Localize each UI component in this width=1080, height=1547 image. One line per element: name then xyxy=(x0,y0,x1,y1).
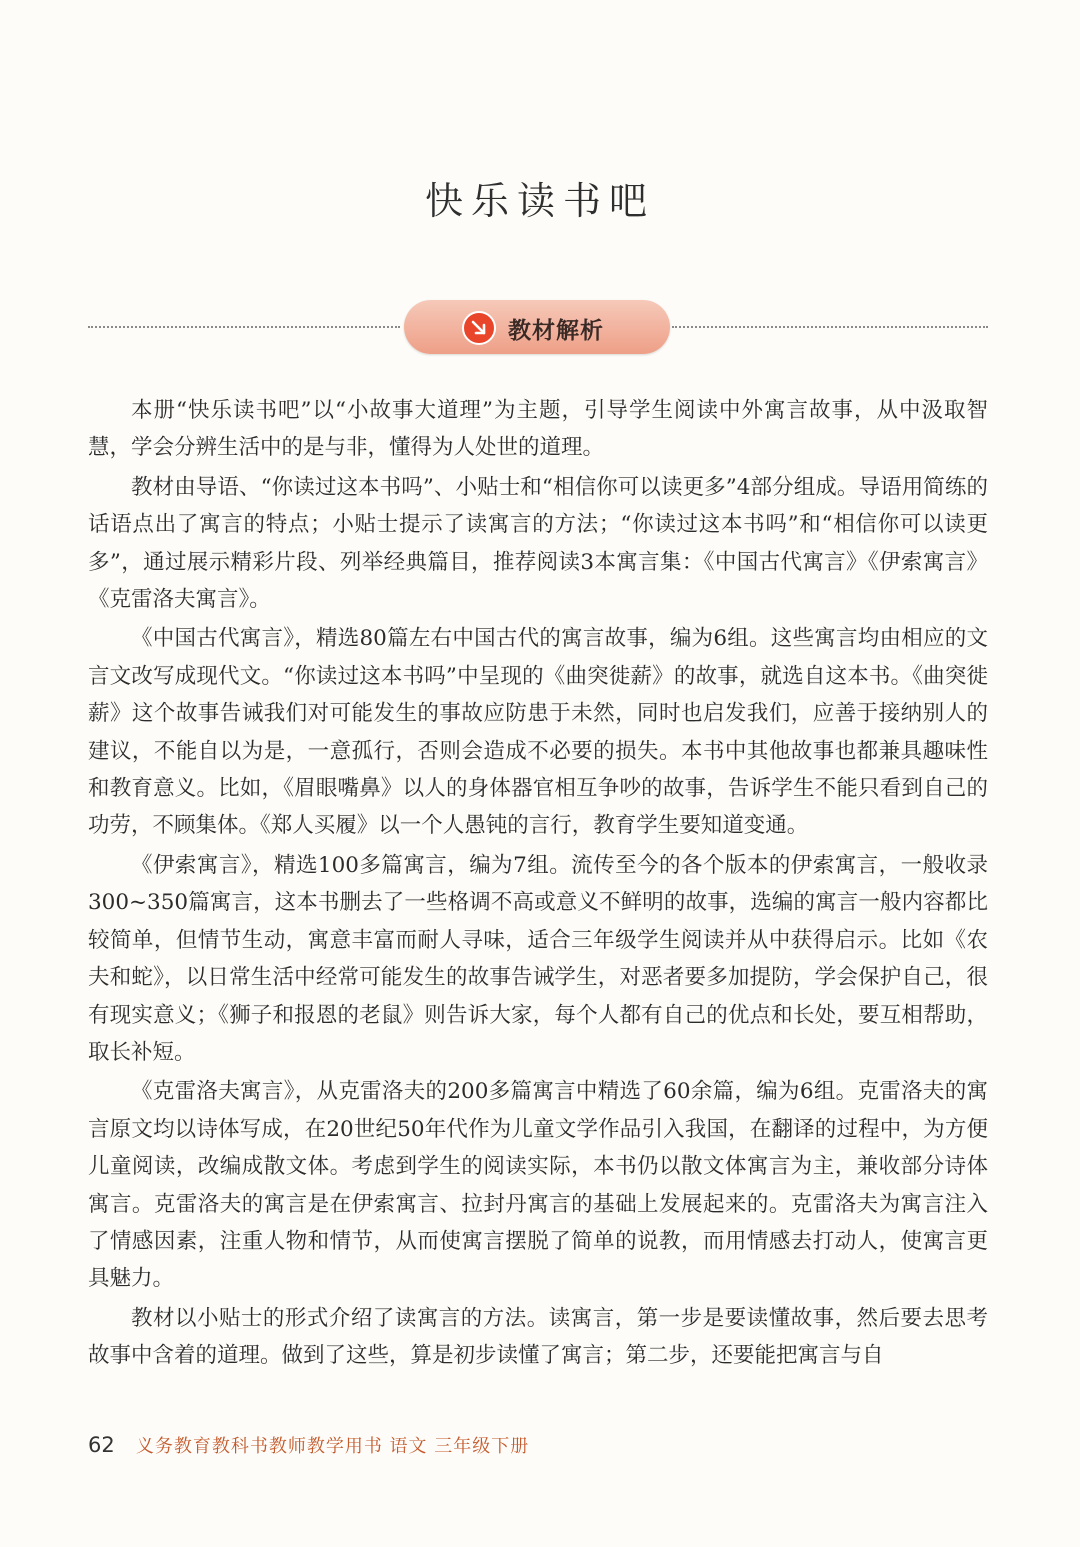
section-label-pill xyxy=(404,300,670,354)
paragraph-krylov-fables: 《克雷洛夫寓言》，从克雷洛夫的200多篇寓言中精选了60余篇，编为6组。克雷洛夫的寓言原文均以诗体写成，在20世纪50年代作为儿童文学作品引入我国，在翻译的过程中，为方便儿童阅读，改编成散文体。考虑到学生的阅读实际，本书仍以散文体寓言为主，兼收部分诗体寓言。克雷洛夫的寓言是在伊索寓言、拉封丹寓言的基础上发展起来的。克雷洛夫为寓言注入了情感因素，注重人物和情节，从而使寓言摆脱了简单的说教，而用情感去打动人，使寓言更具魅力。 xyxy=(88,1079,988,1292)
arrow-down-right-icon xyxy=(462,311,496,345)
page-title: 快乐读书吧 xyxy=(424,179,655,224)
body-text xyxy=(88,392,988,1377)
paragraph-reading-method: 教材以小贴士的形式介绍了读寓言的方法。读寓言，第一步是要读懂故事，然后要去思考故事中含着的道理。做到了这些，算是初步读懂了寓言；第二步，还要能把寓言与自 xyxy=(88,1305,988,1369)
section-header xyxy=(88,300,988,356)
paragraph-chinese-fables: 《中国古代寓言》，精选80篇左右中国古代的寓言故事，编为6组。这些寓言均由相应的文言文改写成现代文。“你读过这本书吗”中呈现的《曲突徙薪》的故事，就选自这本书。《曲突徙薪》这个故事告诫我们对可能发生的事故应防患于未然，同时也启发我们，应善于接纳别人的建议，不能自以为是，一意孤行，否则会造成不必要的损失。本书中其他故事也都兼具趣味性和教育意义。比如，《眉眼嘴鼻》以人的身体器官相互争吵的故事，告诉学生不能只看到自己的功劳，不顾集体。《郑人买履》以一个人愚钝的言行，教育学生要知道变通。 xyxy=(88,626,988,839)
page-number: 62 xyxy=(88,1433,115,1457)
paragraph-structure: 教材由导语、“你读过这本书吗”、小贴士和“相信你可以读更多”4部分组成。导语用简练的话语点出了寓言的特点；小贴士提示了读寓言的方法；“你读过这本书吗”和“相信你可以读更多”，通过展示精彩片段、列举经典篇目，推荐阅读3本寓言集：《中国古代寓言》《伊索寓言》《克雷洛夫寓言》。 xyxy=(88,474,988,613)
book-title: 义务教育教科书教师教学用书 语文 三年级下册 xyxy=(135,1436,530,1457)
dotted-divider-left xyxy=(88,326,400,328)
paragraph-intro: 本册“快乐读书吧”以“小故事大道理”为主题，引导学生阅读中外寓言故事，从中汲取智慧，学会分辨生活中的是与非，懂得为人处世的道理。 xyxy=(88,398,988,461)
paragraph-aesop-fables: 《伊索寓言》，精选100多篇寓言，编为7组。流传至今的各个版本的伊索寓言，一般收录300~350篇寓言，这本书删去了一些格调不高或意义不鲜明的故事，选编的寓言一般内容都比较简单，但情节生动，寓意丰富而耐人寻味，适合三年级学生阅读并从中获得启示。比如《农夫和蛇》，以日常生活中经常可能发生的故事告诫学生，对恶者要多加提防，学会保护自己，很有现实意义；《狮子和报恩的老鼠》则告诉大家，每个人都有自己的优点和长处，要互相帮助，取长补短。 xyxy=(88,852,988,1065)
page-footer xyxy=(88,1432,529,1462)
section-label: 教材解析 xyxy=(508,318,604,344)
dotted-divider-right xyxy=(672,326,988,328)
